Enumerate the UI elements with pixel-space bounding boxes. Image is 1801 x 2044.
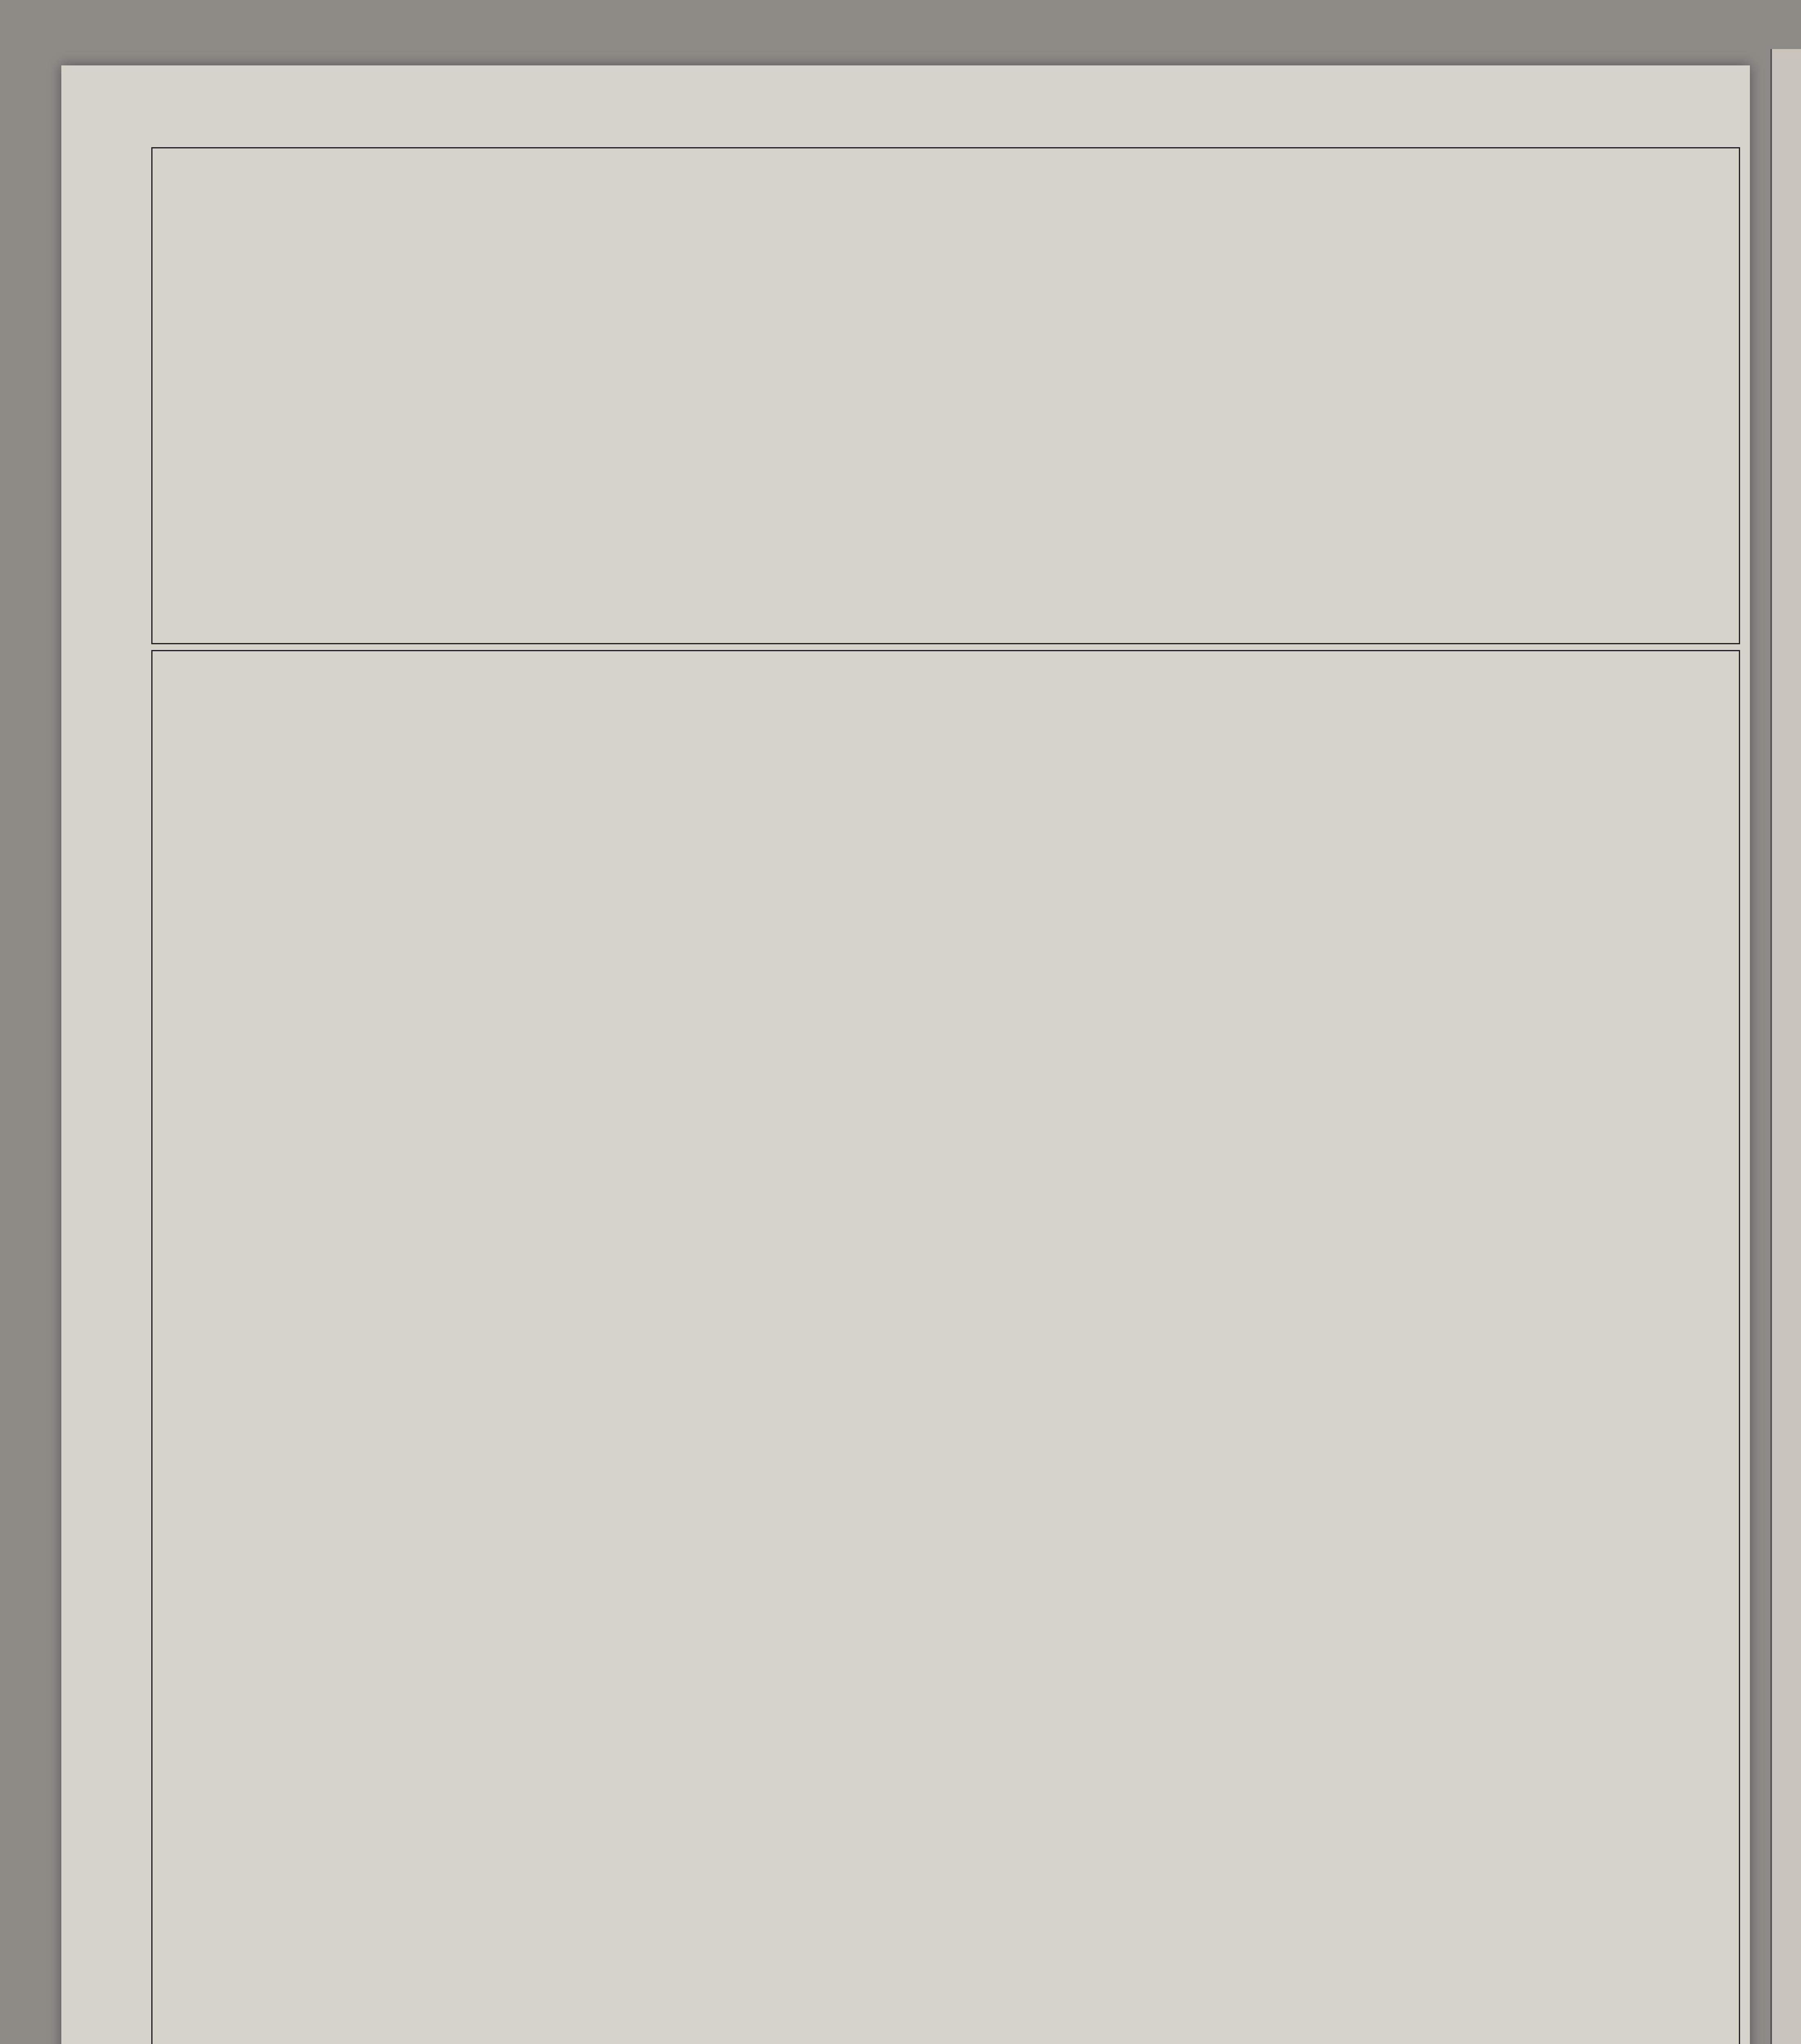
page-header bbox=[102, 108, 1687, 137]
bottom-table bbox=[151, 650, 1740, 2044]
facing-page-edge bbox=[1770, 49, 1801, 2044]
top-table bbox=[151, 147, 1740, 644]
